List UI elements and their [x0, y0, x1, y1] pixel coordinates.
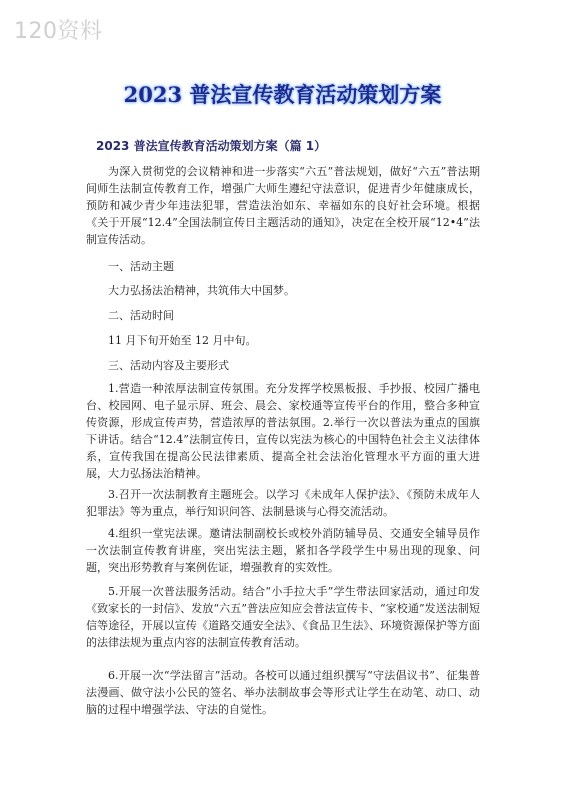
heading-activity-time: 二、活动时间	[108, 309, 174, 322]
section-heading: 2023 普法宣传教育活动策划方案（篇 1）	[96, 139, 327, 153]
content-item-4: 4.组织一堂宪法课。邀请法制副校长或校外消防辅导员、交通安全辅导员作一次法制宣传教育讲座，突出宪法主题，紧扣各学段学生中易出现的现象、问题，突出形势教育与案例佐证，增强教育的实效性。	[86, 527, 480, 574]
watermark-logo: 120资料	[14, 19, 103, 44]
intro-paragraph: 为深入贯彻党的会议精神和进一步落实“六五”普法规划，做好“六五”普法期间师生法制宣传教育工作，增强广大师生遵纪守法意识，促进青少年健康成长，预防和减少青少年违法犯罪，营造法治如东、幸福如东的良好社会环境。根据《关于开展“12.4”全国法制宣传日主题活动的通知》，决定在全校开展“12•4”法制宣传活动。	[86, 165, 480, 246]
content-item-5: 5.开展一次普法服务活动。结合“小手拉大手”学生带法回家活动，通过印发《致家长的一封信》、发放“六五”普法应知应会普法宣传卡、“家校通”发送法制短信等途径，开展以宣传《道路交通安全法》、《食品卫生法》、环境资源保护等方面的法律法规为重点内容的法制宣传教育活动。	[86, 585, 480, 649]
heading-activity-theme: 一、活动主题	[108, 260, 174, 273]
content-item-3: 3.召开一次法制教育主题班会。以学习《未成年人保护法》、《预防未成年人犯罪法》等为重点，举行知识问答、法制悬谈与心得交流活动。	[86, 488, 480, 518]
heading-activity-content: 三、活动内容及主要形式	[108, 359, 229, 372]
content-item-1-2: 1.营造一种浓厚法制宣传氛围。充分发挥学校黑板报、手抄报、校园广播电台、校园网、电子显示屏、班会、晨会、家校通等宣传平台的作用，整合多种宣传资源，形成宣传声势，营造浓厚的普法氛围。2.举行一次以普法为重点的国旗下讲话。结合“12.4”法制宣传日，宣传以宪法为核心的中国特色社会主义法律体系，宣传我国在提高公民法律素质、提高全社会法治化管理水平方面的重大进展，大力弘扬法治精神。	[86, 382, 480, 480]
document-title: 2023 普法宣传教育活动策划方案	[123, 82, 442, 107]
activity-time-text: 11 月下旬开始至 12 月中旬。	[108, 334, 257, 347]
content-item-6: 6.开展一次“学法留言”活动。各校可以通过组织撰写“守法倡议书”、征集普法漫画、做守法小公民的签名、举办法制故事会等形式让学生在动笔、动口、动脑的过程中增强学法、守法的自觉性。	[86, 669, 480, 716]
activity-theme-text: 大力弘扬法治精神，共筑伟大中国梦。	[108, 284, 295, 297]
